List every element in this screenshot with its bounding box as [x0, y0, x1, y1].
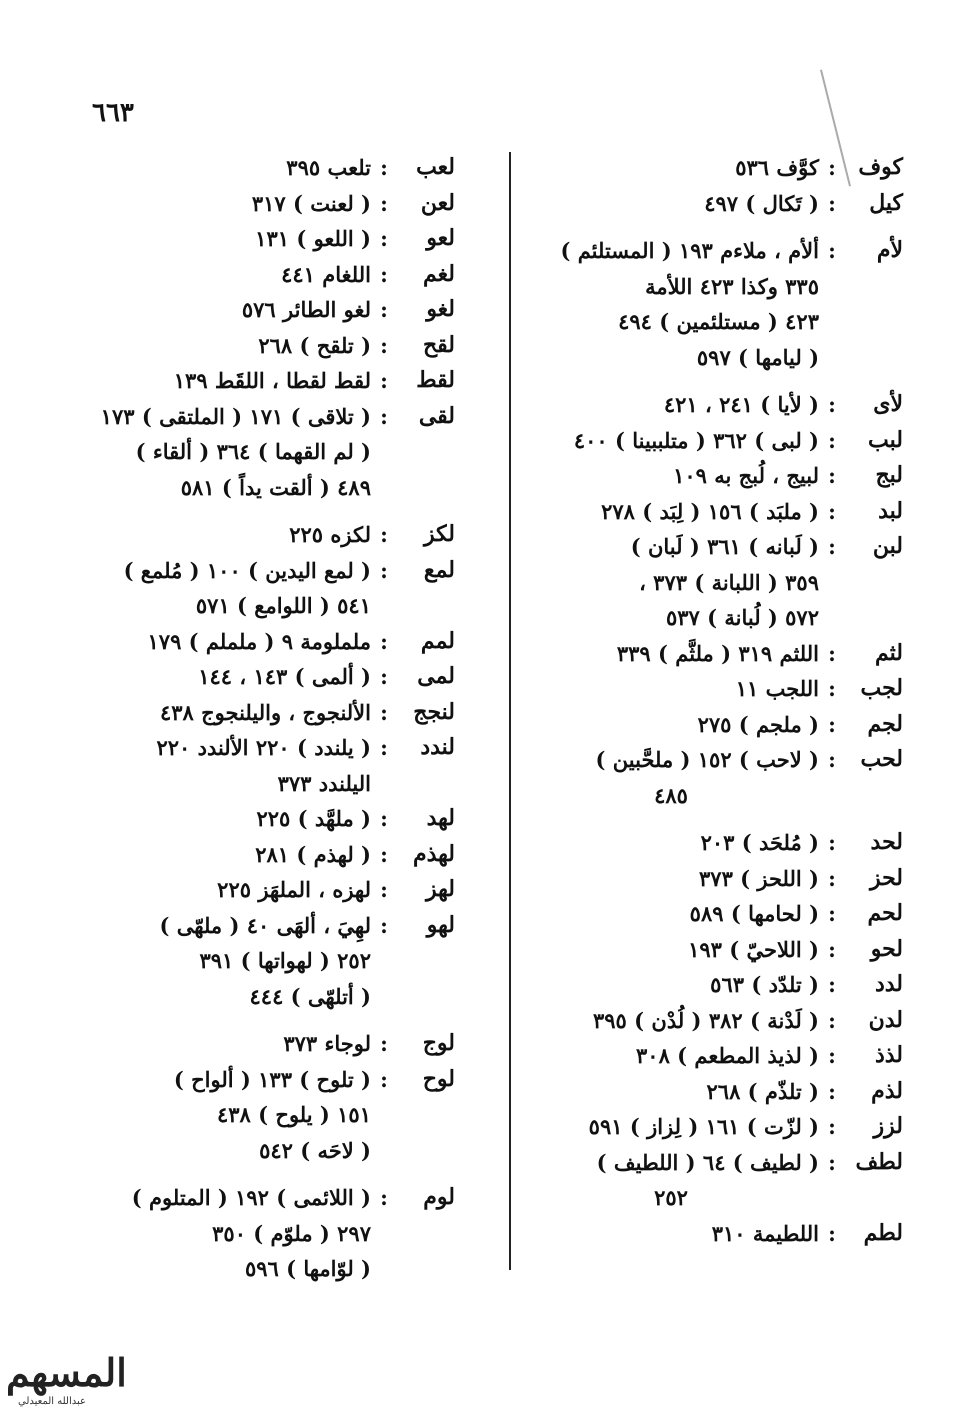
index-entry	[523, 529, 903, 636]
entry-text: ( لهذم ) ٢٨١	[255, 841, 371, 867]
entry-text: ( اللائمى ) ١٩٢ ( المتلوم )	[131, 1185, 371, 1210]
entry-text: لهزه ، الملهَز ٢٢٥	[217, 877, 371, 902]
entry-text: ( ملجم ) ٢٧٥	[697, 711, 819, 737]
entry-separator: :	[380, 155, 388, 180]
index-entry	[523, 387, 903, 423]
entry-text: ( اللعو ) ١٣١	[255, 226, 371, 251]
entry-separator: :	[828, 427, 836, 453]
entry-root: لغم	[423, 260, 455, 287]
library-stamp: المسهم	[6, 1350, 127, 1395]
index-entry	[55, 659, 455, 695]
entry-separator: :	[380, 628, 388, 654]
entry-continuation: ٤٨٩ ( ألقت يداً ) ٥٨١	[180, 474, 371, 500]
entry-text: ( تلوح ) ١٣٣ ( ألواح )	[173, 1066, 371, 1092]
index-entry	[523, 1109, 903, 1145]
entry-text: ( لحامها ) ٥٨٩	[689, 901, 819, 926]
entry-text: ( لعنت ) ٣١٧	[251, 190, 371, 216]
entry-text: ( لمع اليدين ) ١٠٠ ( مُلمع )	[123, 557, 371, 583]
entry-gap	[55, 505, 455, 517]
index-entry	[55, 257, 455, 293]
entry-root: لحم	[867, 900, 903, 926]
entry-root: لعن	[420, 189, 455, 216]
entry-root: لعب	[416, 154, 455, 180]
entry-root: كوف	[858, 154, 903, 180]
index-entry	[55, 186, 455, 222]
entry-separator: :	[828, 1149, 836, 1175]
index-entry	[55, 399, 455, 506]
entry-root: لبد	[878, 497, 903, 524]
entry-root: لندد	[420, 734, 455, 760]
index-entry	[523, 423, 903, 459]
entry-root: لوم	[423, 1184, 455, 1210]
entry-root: كيل	[869, 189, 903, 216]
entry-text: ( اللاحيّ ) ١٩٣	[688, 936, 819, 962]
entry-separator: :	[828, 155, 836, 180]
entry-continuation: ٤٨٥	[654, 782, 688, 808]
entry-text: اللجب ١١	[735, 676, 819, 701]
entry-separator: :	[828, 1078, 836, 1104]
entry-text: ( يلندد ) ٢٢٠ الألندد ٢٢٠	[156, 735, 371, 760]
entry-text: ( تَكال ) ٤٩٧	[704, 190, 819, 216]
entry-root: لجب	[860, 675, 903, 701]
index-entry	[523, 636, 903, 672]
entry-root: لجم	[867, 710, 903, 737]
entry-separator: :	[828, 498, 836, 524]
index-entry	[55, 150, 455, 186]
entry-root: لبج	[875, 462, 903, 488]
entry-separator: :	[828, 1043, 836, 1068]
entry-separator: :	[380, 806, 388, 831]
index-entry	[55, 801, 455, 837]
index-column-right	[523, 150, 903, 1251]
entry-continuation: ٢٩٧ ( ملوّم ) ٣٥٠	[212, 1220, 371, 1246]
index-entry	[523, 707, 903, 743]
entry-separator: :	[828, 711, 836, 737]
entry-separator: :	[828, 901, 836, 926]
page-number: ٦٦٣	[92, 98, 134, 128]
index-column-left	[55, 150, 455, 1287]
entry-root: لذم	[871, 1077, 903, 1104]
index-entry	[523, 1216, 903, 1252]
index-entry	[55, 553, 455, 624]
index-entry	[523, 671, 903, 707]
entry-root: لثم	[875, 639, 903, 666]
entry-root: لوج	[422, 1030, 455, 1056]
entry-text: ( تلقح ) ٢٦٨	[258, 332, 371, 358]
index-entry	[55, 292, 455, 328]
index-entry	[55, 695, 455, 731]
entry-continuation: ٣٥٩ ( اللبانة ) ٣٧٣ ،	[639, 569, 819, 595]
index-entry	[55, 1026, 455, 1062]
index-entry	[523, 896, 903, 932]
index-entry	[523, 861, 903, 897]
index-entry	[55, 363, 455, 399]
entry-root: لمع	[423, 556, 455, 583]
entry-root: لطم	[863, 1219, 903, 1246]
entry-separator: :	[380, 841, 388, 867]
index-entry	[55, 221, 455, 257]
entry-separator: :	[828, 865, 836, 891]
entry-gap	[523, 375, 903, 387]
entry-separator: :	[828, 747, 836, 772]
entry-separator: :	[380, 1066, 388, 1092]
entry-root: لحز	[869, 864, 903, 891]
entry-continuation: ٥٧٢ ( لُبانة ) ٥٣٧	[665, 605, 819, 630]
entry-separator: :	[380, 522, 388, 547]
index-entry	[523, 233, 903, 375]
entry-root: لدد	[874, 971, 903, 997]
entry-gap	[55, 1014, 455, 1026]
entry-root: لبن	[872, 533, 903, 559]
entry-text: ( اللحز ) ٣٧٣	[699, 865, 819, 891]
entry-text: ( لَدْنة ) ٣٨٢ ( لُدْن ) ٣٩٥	[593, 1007, 819, 1033]
index-entry	[523, 1074, 903, 1110]
entry-root: لذذ	[874, 1042, 903, 1068]
index-entry	[55, 872, 455, 908]
entry-root: لطف	[855, 1148, 903, 1175]
entry-gap	[523, 221, 903, 233]
entry-root: لقح	[422, 331, 455, 358]
entry-continuation: ٣٣٥ وكذا ٤٢٣ اللأمة	[645, 273, 819, 299]
entry-text: ( لذيذ المطعم ) ٣٠٨	[636, 1043, 819, 1068]
entry-root: لوح	[422, 1065, 455, 1092]
entry-text: لقط لقطا ، اللقَط ١٣٩	[173, 368, 371, 393]
entry-root: لحد	[870, 829, 903, 855]
library-stamp-sub: عبدالله المعيدلي	[18, 1396, 86, 1407]
index-entry	[523, 186, 903, 222]
entry-text: ( تلذّم ) ٢٦٨	[706, 1078, 819, 1104]
entry-text: ( ألمى ) ١٤٣ ، ١٤٤	[198, 664, 371, 689]
index-entry	[523, 150, 903, 186]
entry-text: ( ملبَد ) ١٥٦ ( لِبَد ) ٢٧٨	[601, 498, 819, 524]
index-entry	[523, 742, 903, 813]
entry-separator: :	[380, 368, 388, 393]
entry-gap	[523, 813, 903, 825]
index-entry	[55, 908, 455, 1015]
entry-root: لحب	[860, 746, 903, 772]
entry-separator: :	[828, 830, 836, 855]
entry-continuation: ( ليامها ) ٥٩٧	[696, 344, 819, 370]
entry-continuation: ٥٤١ ( اللوامع ) ٥٧١	[195, 593, 371, 618]
entry-root: لهز	[426, 876, 455, 902]
entry-text: ( لَبانه ) ٣٦١ ( لَبان )	[630, 534, 819, 559]
entry-root: لأم	[876, 237, 903, 263]
entry-separator: :	[828, 190, 836, 216]
index-entry	[523, 1038, 903, 1074]
entry-text: لوجاء ٣٧٣	[283, 1031, 371, 1056]
entry-separator: :	[380, 226, 388, 251]
entry-root: لكز	[424, 521, 455, 547]
index-entry	[55, 837, 455, 873]
entry-root: لمى	[417, 663, 455, 689]
entry-text: ( مُلحَد ) ٢٠٣	[700, 830, 819, 855]
entry-continuation: ٢٥٢ ( لهواتها ) ٣٩١	[199, 948, 371, 973]
entry-separator: :	[380, 877, 388, 902]
entry-root: لبب	[868, 426, 903, 453]
entry-separator: :	[828, 936, 836, 962]
entry-root: لهو	[426, 911, 455, 938]
entry-separator: :	[828, 640, 836, 666]
entry-root: لأى	[873, 391, 903, 417]
index-entry	[55, 1180, 455, 1287]
entry-separator: :	[380, 664, 388, 689]
index-entry	[55, 517, 455, 553]
entry-continuation: ٤٢٣ ( مستلئمين ) ٤٩٤	[618, 309, 819, 334]
index-entry	[523, 1145, 903, 1216]
entry-separator: :	[380, 261, 388, 287]
entry-text: ( لبى ) ٣٦٢ ( متلببينا ) ٤٠٠	[573, 427, 819, 453]
entry-text: ململومة ٩ ( ململم ) ١٧٩	[147, 628, 371, 654]
entry-separator: :	[380, 912, 388, 938]
index-entry	[523, 1003, 903, 1039]
entry-root: لهذم	[412, 840, 455, 867]
entry-separator: :	[828, 1114, 836, 1139]
entry-separator: :	[380, 332, 388, 358]
entry-text: ( تلدّد ) ٥٦٣	[710, 972, 819, 997]
entry-text: ( ملهَّد ) ٢٢٥	[256, 806, 371, 831]
entry-continuation: اليلندد ٣٧٣	[277, 770, 371, 796]
entry-continuation: ١٥١ ( يلوح ) ٤٣٨	[216, 1102, 371, 1127]
entry-root: لقى	[418, 402, 455, 429]
index-entry	[55, 1062, 455, 1169]
entry-root: لغو	[426, 296, 455, 322]
column-divider	[509, 152, 511, 1270]
entry-separator: :	[828, 534, 836, 559]
entry-separator: :	[380, 190, 388, 216]
entry-text: ألأم ، ملاءم ١٩٣ ( المستلئم )	[560, 238, 819, 263]
entry-text: لهِيَ ، ألهَى ٤٠ ( ملهّى )	[159, 912, 371, 938]
entry-continuation: ( لاحَه ) ٥٤٢	[259, 1137, 371, 1163]
entry-separator: :	[380, 297, 388, 322]
entry-root: لقط	[416, 367, 455, 393]
entry-separator: :	[828, 1220, 836, 1246]
entry-separator: :	[380, 1031, 388, 1056]
entry-separator: :	[828, 392, 836, 417]
entry-root: لحو	[870, 935, 903, 962]
entry-continuation: ( لوّامها ) ٥٩٦	[244, 1256, 371, 1281]
entry-root: لدن	[868, 1006, 903, 1033]
entry-text: ( لأيا ) ٢٤١ ، ٤٢١	[663, 392, 819, 417]
entry-continuation: ( لم القهما ) ٣٦٤ ( ألقاء )	[135, 439, 371, 464]
entry-gap	[55, 1168, 455, 1180]
entry-text: اللغام ٤٤١	[281, 261, 371, 287]
index-entry	[523, 494, 903, 530]
entry-text: لبيج ، لُبج به ١٠٩	[673, 463, 819, 488]
entry-separator: :	[380, 557, 388, 583]
entry-text: اللثم ٣١٩ ( ملثَّم ) ٣٣٩	[616, 640, 819, 666]
entry-separator: :	[380, 735, 388, 760]
entry-text: كوَّف ٥٣٦	[735, 155, 819, 180]
entry-root: لهد	[426, 805, 455, 831]
entry-text: الألنجوج ، واليلنجوج ٤٣٨	[159, 699, 371, 725]
entry-text: ( لزّت ) ١٦١ ( لِزاز ) ٥٩١	[588, 1114, 819, 1139]
entry-text: لغو الطائر ٥٧٦	[241, 297, 371, 322]
entry-separator: :	[828, 238, 836, 263]
entry-text: تلعب ٣٩٥	[286, 155, 371, 180]
entry-root: لنجج	[413, 698, 455, 725]
index-entry	[523, 932, 903, 968]
entry-separator: :	[380, 403, 388, 429]
entry-text: ( لطيف ) ٦٤ ( اللطيف )	[596, 1149, 819, 1175]
index-entry	[55, 624, 455, 660]
entry-root: لعو	[426, 225, 455, 251]
entry-separator: :	[828, 463, 836, 488]
entry-separator: :	[828, 972, 836, 997]
entry-root: لمم	[420, 627, 455, 654]
index-entry	[523, 458, 903, 494]
entry-text: اللطيمة ٣١٠	[711, 1220, 819, 1246]
entry-continuation: ( أتلهّى ) ٤٤٤	[249, 983, 371, 1009]
entry-continuation: ٢٥٢	[654, 1185, 688, 1210]
entry-text: ( تلاقى ) ١٧١ ( الملتقى ) ١٧٣	[100, 403, 371, 429]
index-entry	[523, 825, 903, 861]
index-entry	[523, 967, 903, 1003]
entry-separator: :	[380, 699, 388, 725]
entry-text: ( لاحب ) ١٥٢ ( ملحَّبين )	[595, 747, 819, 772]
entry-root: لزز	[873, 1113, 903, 1139]
entry-separator: :	[380, 1185, 388, 1210]
index-entry	[55, 730, 455, 801]
entry-separator: :	[828, 676, 836, 701]
index-entry	[55, 328, 455, 364]
entry-text: لكزه ٢٢٥	[289, 522, 371, 547]
entry-separator: :	[828, 1007, 836, 1033]
